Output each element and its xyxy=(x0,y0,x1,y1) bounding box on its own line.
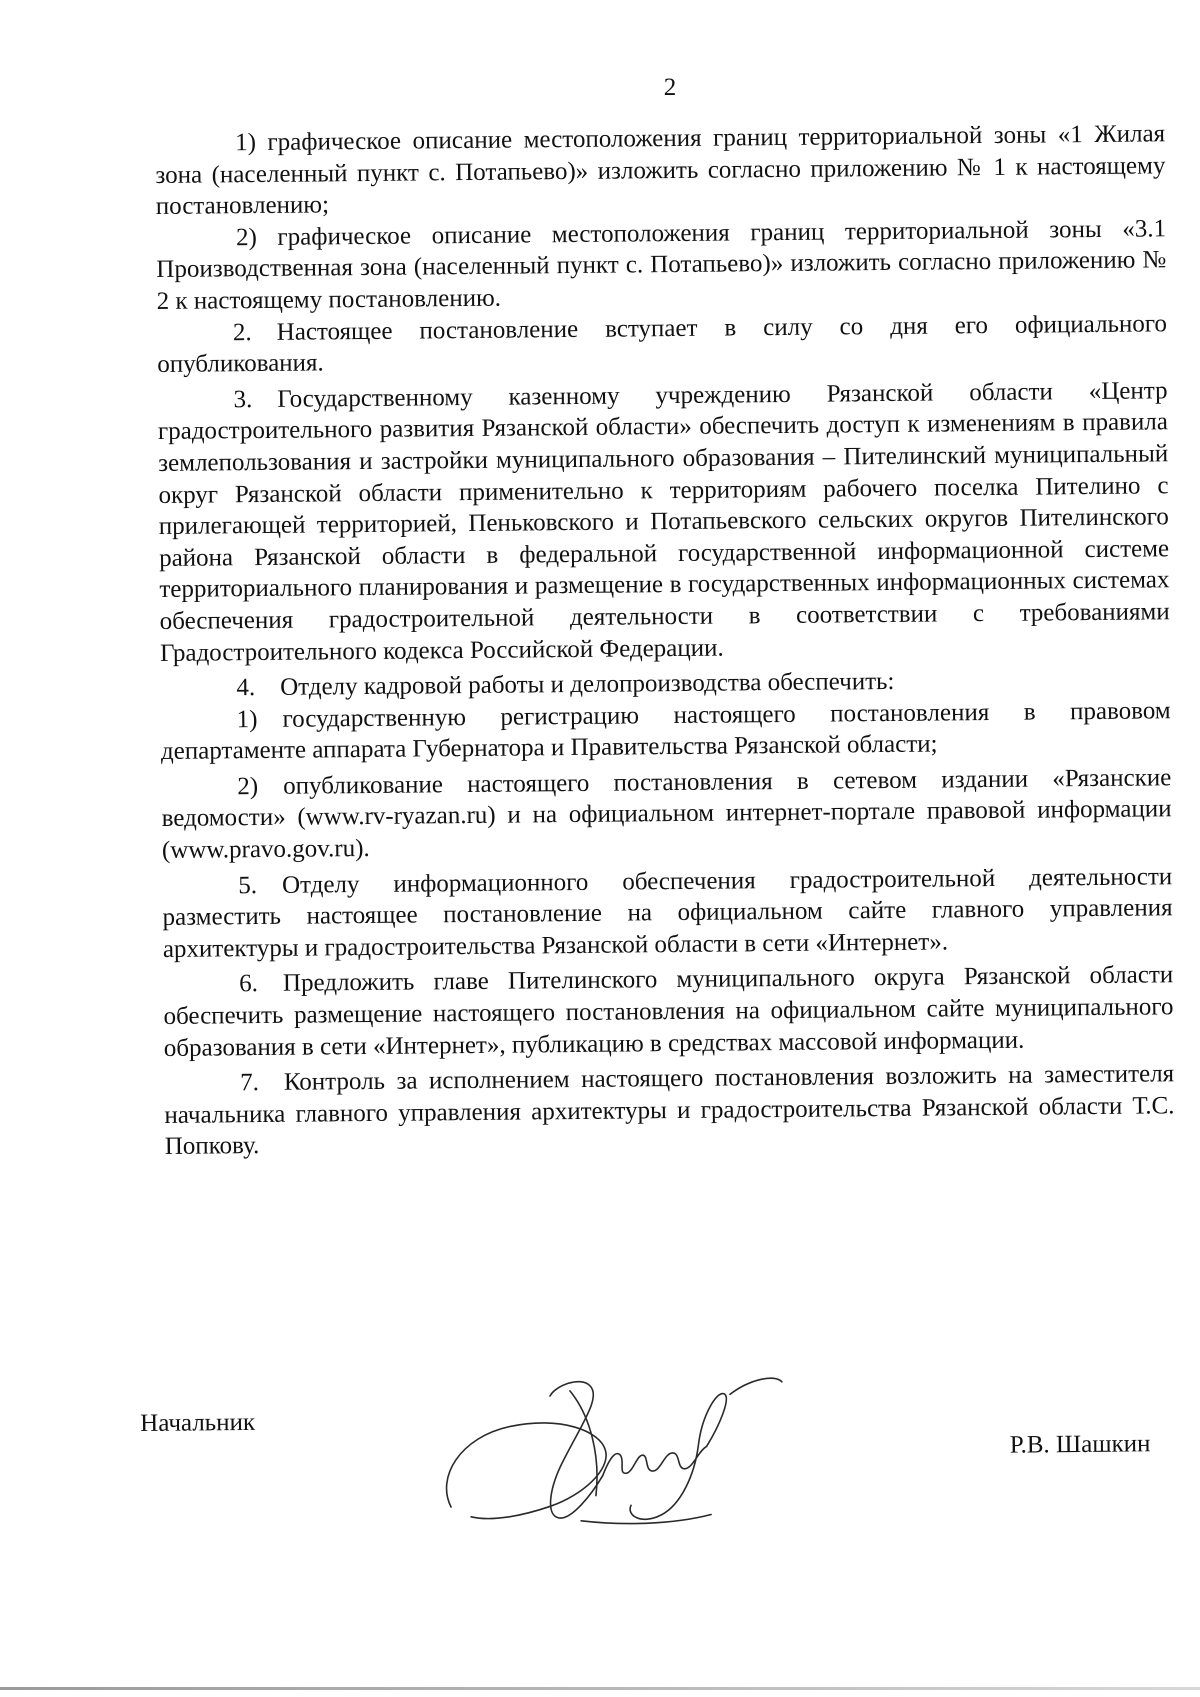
paragraph-item-6: 6. Предложить главе Пителинского муниципального округа Рязанской области обеспечить размещение настоящего постановления на официальном сайте муниципального образования в сети «Интернет», публикацию в средствах массовой информации. xyxy=(163,961,1174,1062)
paragraph-item-4-2: 2) опубликование настоящего постановления в сетевом издании «Рязанские ведомости» (www.rv-ryazan.ru) и на официальном интернет-портале правовой информации (www.pravo.gov.ru). xyxy=(161,764,1172,865)
paragraph-subitem-2: 2) графическое описание местоположения границ территориальной зоны «3.1 Производственная зона (населенный пункт с. Потапьево)» изложить согласно приложению № 2 к настоящему постановлению. xyxy=(156,215,1167,315)
paragraph-item-4: 4. Отделу кадровой работы и делопроизводства обеспечить: xyxy=(236,668,895,702)
paragraph-item-4-1: 1) государственную регистрацию настоящего постановления в правовом департаменте аппарата Губернатора и Правительства Рязанской области; xyxy=(160,696,1171,766)
paragraph-item-3: 3. Государственному казенному учреждению Рязанской области «Центр градостроительного развития Рязанской области» обеспечить доступ к изменениям в правила землепользования и застройки муниципального образования – Пителинский муниципальный округ Рязанской области применительно к территориям рабочего поселка Пителино с прилегающей территорией, Пеньковского и Потапьевского сельских округов Пителинского района Рязанской области в федеральной государственной информационной системе территориального планирования и размещение в государственных информационных системах обеспечения градостроительной деятельности в соответствии с требованиями Градостроительного кодекса Российской Федерации. xyxy=(157,377,1170,667)
signatory-title: Начальник xyxy=(140,1408,256,1437)
bottom-scan-edge xyxy=(0,1687,1200,1690)
paragraph-item-5: 5. Отделу информационного обеспечения градостроительной деятельности разместить настоящее постановление на официальном сайте главного управления архитектуры и градостроительства Рязанской области в сети «Интернет». xyxy=(162,862,1173,963)
page-number: 2 xyxy=(663,74,677,101)
paragraph-item-2: 2. Настоящее постановление вступает в силу со дня его официального опубликования. xyxy=(157,309,1168,379)
signatory-name: Р.В. Шашкин xyxy=(1009,1430,1151,1459)
paragraph-subitem-1: 1) графическое описание местоположения границ территориальной зоны «1 Жилая зона (населенный пункт с. Потапьево)» изложить согласно приложению № 1 к настоящему постановлению; xyxy=(155,120,1166,221)
handwritten-signature xyxy=(430,1354,792,1557)
paragraph-item-7: 7. Контроль за исполнением настоящего постановления возложить на заместителя начальника главного управления архитектуры и градостроительства Рязанской области Т.С. Попкову. xyxy=(164,1060,1175,1161)
document-body xyxy=(155,118,1175,1163)
signature-block xyxy=(140,1390,1151,1540)
